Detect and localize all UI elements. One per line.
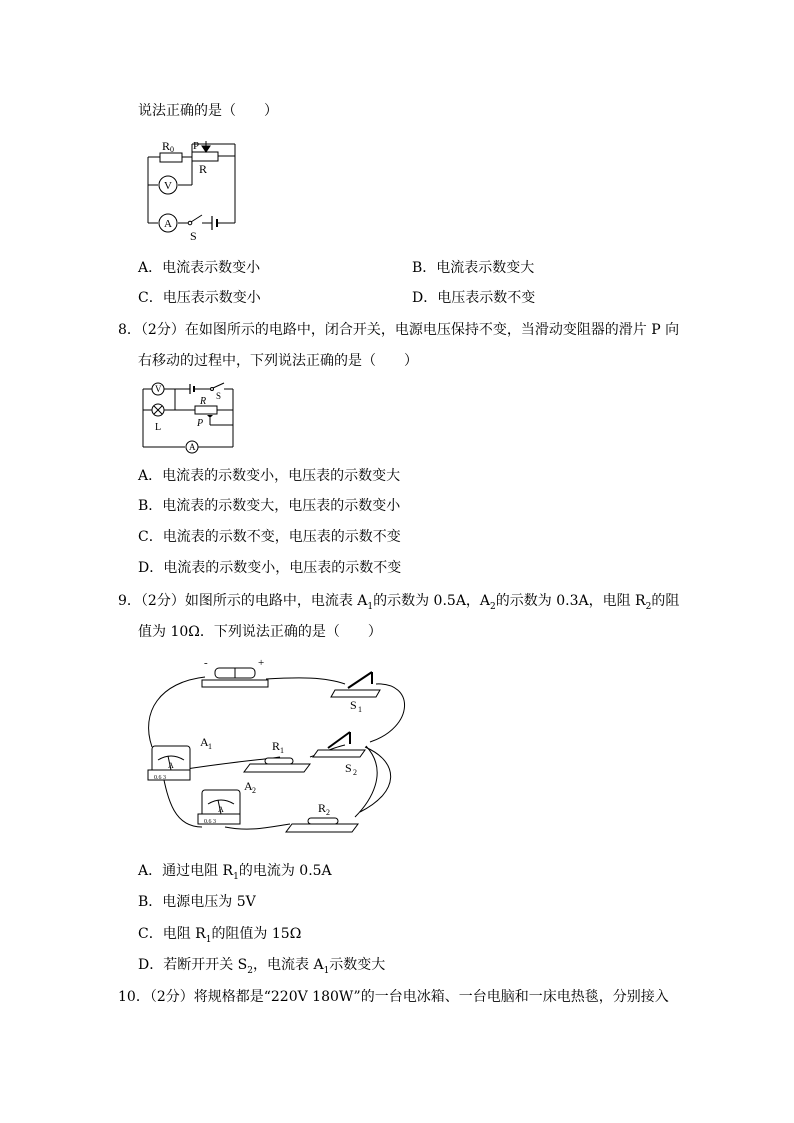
q9-resistor-r1: [244, 764, 310, 772]
svg-text:0.6 3: 0.6 3: [154, 775, 166, 781]
svg-text:L: L: [155, 422, 162, 433]
q7-text: 说法正确的是（ ）: [138, 103, 278, 119]
svg-text:R: R: [162, 139, 171, 153]
q9-option-a: A．通过电阻 $R_1$的电流为 0.5A: [138, 863, 332, 882]
q8-circuit-diagram: [140, 380, 240, 455]
svg-text:0: 0: [170, 145, 174, 154]
q9-switch-s2: [313, 750, 365, 757]
svg-text:P: P: [197, 418, 204, 429]
svg-text:1: 1: [358, 705, 362, 714]
svg-text:R: R: [199, 162, 208, 176]
svg-text:A: A: [189, 442, 196, 452]
svg-text:+: +: [258, 657, 265, 669]
q9-stem-line2: 值为 10Ω．下列说法正确的是（ ）: [138, 624, 382, 640]
q7-rheostat: [192, 152, 218, 161]
q9-battery-base: [202, 680, 268, 687]
svg-text:V: V: [164, 180, 172, 192]
svg-text:R: R: [272, 739, 281, 753]
q9-option-c: C．电阻 $R_1$的阻值为 15Ω: [138, 926, 302, 945]
svg-text:S: S: [345, 761, 352, 775]
q8-option-a: A．电流表的示数变小，电压表的示数变大: [138, 468, 401, 484]
q7-r0-resistor: [160, 153, 182, 162]
q9-switch-s1: [331, 690, 380, 697]
svg-text:-: -: [204, 657, 208, 669]
svg-text:V: V: [155, 384, 162, 394]
q7-option-d: D．电压表示数不变: [412, 290, 536, 306]
svg-text:A: A: [244, 779, 253, 793]
svg-text:S: S: [216, 391, 222, 401]
svg-text:2: 2: [326, 808, 330, 817]
svg-text:1: 1: [280, 746, 284, 755]
q8-slider-arrow-icon: [207, 415, 213, 418]
q8-stem-line1: 8．（2分）在如图所示的电路中，闭合开关，电源电压保持不变，当滑动变阻器的滑片 P 向: [118, 322, 680, 338]
q8-switch: [213, 383, 224, 388]
svg-text:R: R: [200, 396, 207, 407]
q7-switch: [191, 215, 202, 222]
q7-slider-arrow-icon: [202, 141, 210, 152]
q8-option-b: B．电流表的示数变大，电压表的示数变小: [138, 498, 401, 514]
q8-option-d: D．电流表的示数变小，电压表的示数不变: [138, 560, 402, 576]
svg-text:2: 2: [252, 786, 256, 795]
q9-stem-line1: 9．（2分）如图所示的电路中，电流表 $A_1$的示数为 0.5A，$A_2$的示数为 0.3A，电阻 $R_2$的阻: [118, 593, 680, 612]
svg-text:A: A: [164, 218, 172, 230]
q7-option-a: A．电流表示数变小: [138, 260, 261, 276]
svg-text:P: P: [193, 140, 200, 152]
svg-text:R: R: [318, 801, 327, 815]
q7-circuit-diagram: [140, 135, 250, 245]
q9-resistor-r2: [286, 824, 358, 832]
q8-option-c: C．电流表的示数不变，电压表的示数不变: [138, 529, 401, 545]
svg-text:A: A: [168, 761, 174, 770]
q8-stem-line2: 右移动的过程中，下列说法正确的是（ ）: [138, 353, 418, 369]
svg-text:0.6 3: 0.6 3: [204, 819, 216, 825]
q9-option-b: B．电源电压为 5V: [138, 894, 256, 910]
svg-text:S: S: [350, 698, 357, 712]
q7-option-b: B．电流表示数变大: [412, 260, 535, 276]
q8-rheostat: [195, 406, 217, 414]
svg-text:A: A: [200, 735, 209, 749]
q7-option-c: C．电压表示数变小: [138, 290, 261, 306]
svg-text:2: 2: [353, 768, 357, 777]
svg-text:A: A: [218, 805, 224, 814]
q9-option-d: D．若断开开关 $S_2$，电流表 $A_1$示数变大: [138, 957, 386, 976]
svg-text:1: 1: [208, 742, 212, 751]
svg-text:S: S: [190, 229, 197, 243]
q9-circuit-picture: [140, 652, 415, 847]
q10-stem-line1: 10．（2分）将规格都是“220V 180W”的一台电冰箱、一台电脑和一床电热毯，分别接入: [118, 989, 669, 1005]
